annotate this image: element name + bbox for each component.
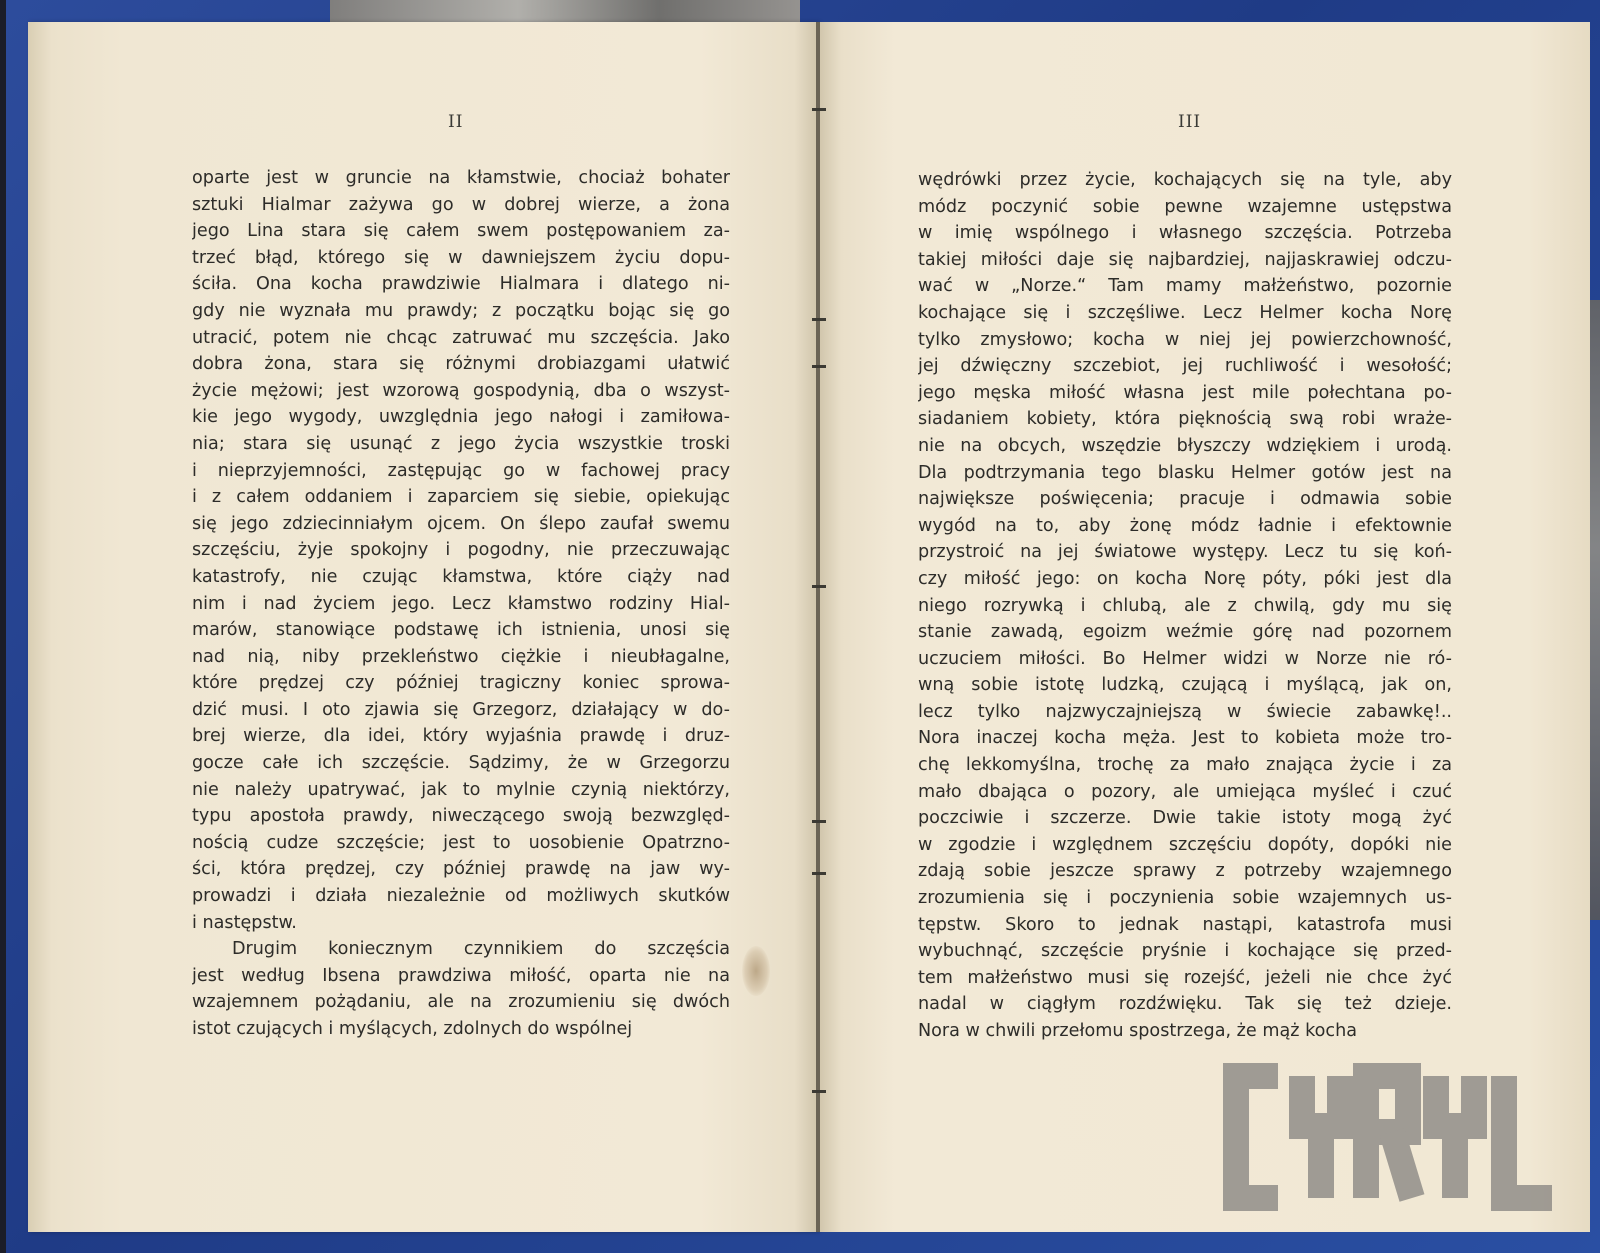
text-line: zdają sobie jeszcze sprawy z potrzeby wzajemnego	[918, 861, 1452, 882]
text-line: w imię wspólnego i własnego szczęścia. Potrzeba	[918, 223, 1452, 244]
text-line: Nora w chwili przełomu spostrzega, że mąż kocha	[918, 1021, 1358, 1041]
text-line: Dla podtrzymania tego blasku Helmer gotów jest na	[918, 462, 1452, 483]
text-line: kochające się i szczęśliwe. Lecz Helmer kocha Norę	[918, 302, 1452, 323]
text-line: wędrówki przez życie, kochających się na tyle, aby	[918, 170, 1452, 190]
text-line: nością cudze szczęście; jest to uosobienie Opatrzno-	[192, 832, 730, 853]
binding-stitch	[812, 585, 826, 588]
text-line: utracić, potem nie chcąc zatruwać mu szczęścia. Jako	[192, 327, 730, 348]
text-line: katastrofy, nie czując kłamstwa, które ciąży nad	[192, 566, 730, 587]
page-number-right: III	[1178, 112, 1202, 132]
right-page-text	[918, 167, 1452, 1045]
text-line: i z całem oddaniem i zaparciem się siebie, opiekując	[192, 487, 730, 508]
text-line: ści, która prędzej, czy później prawdę na jaw wy-	[192, 859, 730, 880]
text-line: największe poświęcenia; pracuje i odmawia sobie	[918, 489, 1452, 510]
text-line: nim i nad życiem jego. Lecz kłamstwo rodziny Hial-	[192, 593, 730, 614]
text-line: nad nią, niby przekleństwo ciężkie i nieubłagalne,	[192, 646, 730, 667]
text-line: które prędzej czy później tragiczny koniec sprowa-	[192, 673, 730, 694]
text-line: Nora inaczej kocha męża. Jest to kobieta może tro-	[918, 728, 1452, 749]
text-line: jego męska miłość własna jest mile połechtana po-	[918, 382, 1452, 403]
text-line: wną sobie istotę ludzką, czującą i myślącą, jak on,	[918, 675, 1452, 696]
text-line: czy miłość jego: on kocha Norę póty, póki jest dla	[918, 568, 1452, 589]
text-line: nia; stara się usunąć z jego życia wszystkie troski	[192, 433, 730, 454]
text-line: jest według Ibsena prawdziwa miłość, oparta nie na	[192, 965, 730, 986]
text-line: tylko zmysłowo; kocha w niej jej powierzchowność,	[918, 329, 1452, 350]
text-line: takiej miłości daje się najbardziej, najjaskrawiej odczu-	[918, 249, 1452, 270]
text-line: gdy nie wyznała mu prawdy; z początku bojąc się go	[192, 300, 730, 321]
binding-stitch	[812, 365, 826, 368]
text-line: tępstw. Skoro to jednak nastąpi, katastrofa musi	[918, 914, 1452, 935]
text-line: trzeć błąd, którego się w dawniejszem życiu dopu-	[192, 247, 730, 268]
text-line: uczuciem miłości. Bo Helmer widzi w Norze nie ró-	[918, 648, 1452, 669]
text-line: chę lekkomyślna, trochę za mało znająca życie i za	[918, 755, 1452, 776]
text-line: Drugim koniecznym czynnikiem do szczęścia	[232, 939, 730, 960]
binding-stitch	[812, 318, 826, 321]
text-line: w zgodzie i względnem szczęściu dopóty, dopóki nie	[918, 834, 1452, 855]
binding-stitch	[812, 820, 826, 823]
text-line: kie jego wygody, uwzględnia jego nałogi i zamiłowa-	[192, 407, 730, 428]
text-line: stanie zawadą, egoizm weźmie górę nad pozornem	[918, 622, 1452, 643]
binding-stitch	[812, 872, 826, 875]
book-gutter	[816, 22, 820, 1232]
text-line: jej dźwięczny szczebiot, jej ruchliwość i wesołość;	[918, 356, 1452, 377]
text-line: poczciwie i szczerze. Dwie takie istoty mogą żyć	[918, 808, 1452, 829]
text-line: tem małżeństwo musi się rozejść, jeżeli nie chce żyć	[918, 967, 1452, 988]
text-line: ściła. Ona kocha prawdziwie Hialmara i dlatego ni-	[192, 274, 730, 295]
text-line: gocze całe ich szczęście. Sądzimy, że w Grzegorzu	[192, 753, 730, 774]
text-line: módz poczynić sobie pewne wzajemne ustępstwa	[918, 196, 1452, 217]
text-line: szczęściu, żyje spokojny i pogodny, nie przeczuwając	[192, 540, 730, 561]
text-line: mało dbająca o pozory, ale umiejąca myśleć i czuć	[918, 781, 1452, 802]
page-number-left: II	[448, 112, 464, 132]
text-line: wybuchnąć, szczęście pryśnie i kochające się przed-	[918, 941, 1452, 962]
binding-stitch	[812, 1090, 826, 1093]
text-line: lecz tylko najzwyczajniejszą w świecie zabawkę!..	[918, 701, 1452, 722]
text-line: marów, stanowiące podstawę ich istnienia, unosi się	[192, 620, 730, 641]
text-line: życie mężowi; jest wzorową gospodynią, dba o wszyst-	[192, 380, 730, 401]
text-line: dzić musi. I oto zjawia się Grzegorz, działający w do-	[192, 699, 730, 720]
binding-stitch	[812, 108, 826, 111]
text-line: niego rozrywką i chlubą, ale z chwilą, gdy mu się	[918, 595, 1452, 616]
text-line: prowadzi i działa niezależnie od możliwych skutków	[192, 886, 730, 907]
text-line: typu apostoła prawdy, niweczącego swoją bezwzględ-	[192, 806, 730, 827]
text-line: jego Lina stara się całem swem postępowaniem za-	[192, 221, 730, 242]
text-line: oparte jest w gruncie na kłamstwie, chociaż bohater	[192, 168, 730, 188]
cover-wear	[330, 0, 800, 22]
left-page-text	[192, 165, 730, 1043]
text-line: siadaniem kobiety, która pięknością swą robi wraże-	[918, 409, 1452, 430]
text-line: nie na obcych, wszędzie błyszczy wdziękiem i urodą.	[918, 435, 1452, 456]
text-line: przystroić na jej światowe występy. Lecz tu się koń-	[918, 542, 1452, 563]
text-line: wzajemnem pożądaniu, ale na zrozumieniu się dwóch	[192, 992, 730, 1013]
text-line: nadal w ciągłym rozdźwięku. Tak się też dzieje.	[918, 994, 1452, 1015]
text-line: brej wierze, dla idei, który wyjaśnia prawdę i druz-	[192, 726, 730, 747]
text-line: i nieprzyjemności, zastępując go w fachowej pracy	[192, 460, 730, 481]
text-line: istot czujących i myślących, zdolnych do wspólnej	[192, 1019, 633, 1039]
text-line: się jego zdziecinniałym ojcem. On ślepo zaufał swemu	[192, 513, 730, 534]
text-line: nie należy upatrywać, jak to mylnie czynią niektórzy,	[192, 779, 730, 800]
paper-stain	[742, 946, 770, 996]
text-line: zrozumienia się i poczynienia sobie wzajemnych us-	[918, 888, 1452, 909]
cyryl-watermark-logo	[1222, 1062, 1562, 1212]
text-line: sztuki Hialmar zażywa go w dobrej wierze, a żona	[192, 194, 730, 215]
text-line: dobra żona, stara się różnymi drobiazgami ułatwić	[192, 354, 730, 375]
text-line: i następstw.	[192, 912, 297, 933]
text-line: wać w „Norze.“ Tam mamy małżeństwo, pozornie	[918, 276, 1452, 297]
text-line: wygód na to, aby żonę módz ładnie i efektownie	[918, 515, 1452, 536]
